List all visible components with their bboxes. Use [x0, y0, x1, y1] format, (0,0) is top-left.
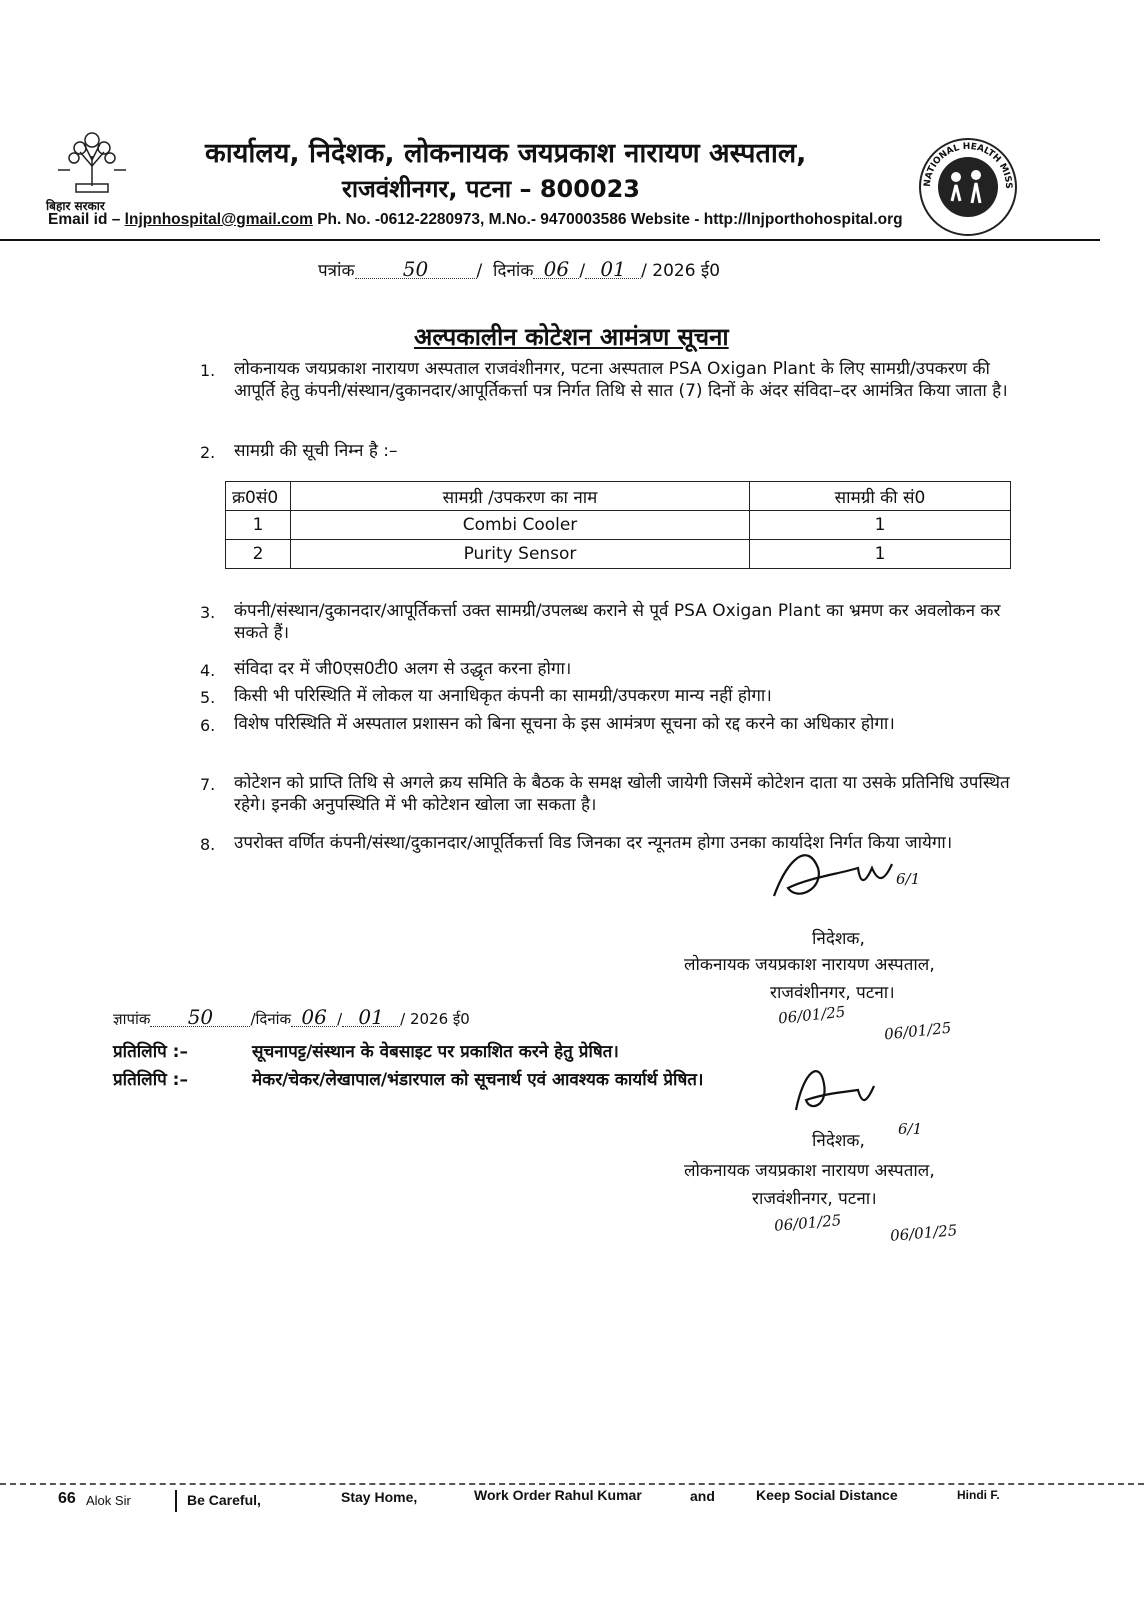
- sig2-org: लोकनायक जयप्रकाश नारायण अस्पताल,: [684, 1161, 935, 1181]
- header-sn: क्र0सं0: [226, 482, 291, 511]
- footer-item-5: Keep Social Distance: [756, 1487, 898, 1503]
- gyapank-label: ज्ञापांक: [113, 1010, 151, 1028]
- row2-qty: 1: [750, 540, 1011, 569]
- email-link[interactable]: lnjpnhospital@gmail.com: [124, 211, 313, 228]
- bodhi-tree-icon: [50, 126, 134, 198]
- footer-item-3: Work Order Rahul Kumar: [474, 1487, 642, 1503]
- signature-scribble-icon: [790, 1060, 910, 1130]
- sig1-place: राजवंशीनगर, पटना।: [770, 983, 895, 1003]
- header-divider: [0, 239, 1100, 241]
- point-3-number: 3.: [200, 603, 216, 622]
- sig1-hand-date-2: 06/01/25: [883, 1018, 953, 1044]
- row2-item: Purity Sensor: [291, 540, 750, 569]
- director-signature-1: [768, 838, 958, 918]
- point-2-text: सामग्री की सूची निम्न है :–: [234, 441, 398, 461]
- sig2-hand-date-1: 06/01/25: [773, 1211, 843, 1235]
- sig2-hand-date-2: 06/01/25: [889, 1221, 959, 1245]
- point-1-number: 1.: [200, 361, 216, 380]
- copy-text-2: मेकर/चेकर/लेखापाल/भंडारपाल को सूचनार्थ एवं आवश्यक कार्यार्थ प्रेषित।: [252, 1070, 704, 1090]
- footer-name: Alok Sir: [86, 1493, 131, 1508]
- memo-reference-line: ज्ञापांक 50 /दिनांक 06 / 01 / 2026 ई0: [113, 1005, 470, 1029]
- nhm-logo-icon: [916, 135, 1020, 239]
- email-label: Email id –: [48, 211, 125, 228]
- sig1-initial-date: 6/1: [896, 870, 921, 888]
- row1-sn: 1: [226, 511, 291, 540]
- patrank-value: 50: [355, 260, 477, 279]
- point-1-text: लोकनायक जयप्रकाश नारायण अस्पताल राजवंशीनगर, पटना अस्पताल PSA Oxigan Plant के लिए सामग्री/उपकरण की आपूर्ति हेतु कंपनी/संस्थान/दुकानदार/आपूर्तिकर्त्ता पत्र निर्गत तिथि से सात (7) दिनों के अंदर संविदा–दर आमंत्रित किया जाता है।: [234, 359, 1008, 401]
- sig2-initial-date: 6/1: [898, 1120, 923, 1138]
- row1-item: Combi Cooler: [291, 511, 750, 540]
- header-qty: सामग्री की सं0: [750, 482, 1011, 511]
- sig1-hand-date-1: 06/01/25: [777, 1002, 847, 1028]
- ref-month: 01: [585, 260, 641, 279]
- memo-year: 2026 ई0: [409, 1010, 470, 1028]
- copy-label-1: प्रतिलिपि :–: [113, 1042, 188, 1062]
- memo-month: 01: [342, 1008, 400, 1027]
- row1-qty: 1: [750, 511, 1011, 540]
- point-8-text: उपरोक्त वर्णित कंपनी/संस्था/दुकानदार/आपूर्तिकर्त्ता विड जिनका दर न्यूनतम होगा उनका कार्यादेश निर्गत किया जायेगा।: [234, 833, 953, 853]
- govt-label: बिहार सरकार: [46, 199, 105, 213]
- sig1-org: लोकनायक जयप्रकाश नारायण अस्पताल,: [684, 955, 935, 975]
- point-4-text: संविदा दर में जी0एस0टी0 अलग से उद्धृत करना होगा।: [234, 659, 572, 679]
- point-4-number: 4.: [200, 661, 216, 680]
- memo-day: 06: [291, 1008, 337, 1027]
- footer-item-6: Hindi F.: [957, 1488, 1000, 1502]
- footer-page-number: 66: [58, 1490, 76, 1507]
- gyapank-value: 50: [150, 1008, 250, 1027]
- footer-item-4: and: [690, 1488, 715, 1504]
- svg-text:NATIONAL HEALTH MISSION: NATIONAL HEALTH MISS: [922, 141, 1014, 189]
- point-2-number: 2.: [200, 443, 216, 462]
- ref-year: 2026 ई0: [652, 261, 721, 281]
- patrank-label: पत्रांक: [318, 261, 355, 281]
- items-table: [225, 481, 1011, 569]
- table-header-row: [226, 482, 1011, 511]
- signature-scribble-icon: [768, 838, 958, 918]
- table-row: [226, 511, 1011, 540]
- copy-text-1: सूचनापट्ट/संस्थान के वेबसाइट पर प्रकाशित करने हेतु प्रेषित।: [252, 1042, 619, 1062]
- point-7-number: 7.: [200, 775, 216, 794]
- point-8-number: 8.: [200, 835, 216, 854]
- office-title-line1: कार्यालय, निदेशक, लोकनायक जयप्रकाश नारायण अस्पताल,: [205, 138, 807, 169]
- reference-line: पत्रांक 50 / दिनांक 06 / 01 / 2026 ई0: [318, 257, 721, 281]
- row2-sn: 2: [226, 540, 291, 569]
- sig1-designation: निदेशक,: [812, 929, 865, 949]
- footer-divider: [0, 1483, 1144, 1485]
- director-signature-2: [790, 1060, 910, 1130]
- point-5-text: किसी भी परिस्थिति में लोकल या अनाधिकृत कंपनी का सामग्री/उपकरण मान्य नहीं होगा।: [234, 686, 772, 706]
- notice-title: अल्पकालीन कोटेशन आमंत्रण सूचना: [414, 323, 729, 351]
- point-6-number: 6.: [200, 716, 216, 735]
- sig2-place: राजवंशीनगर, पटना।: [752, 1189, 877, 1209]
- sig2-designation: निदेशक,: [812, 1131, 865, 1151]
- bihar-emblem: [50, 126, 134, 198]
- table-row: [226, 540, 1011, 569]
- dinank-label: दिनांक: [493, 261, 534, 281]
- memo-dinank-label: दिनांक: [255, 1010, 292, 1028]
- point-3-text: कंपनी/संस्थान/दुकानदार/आपूर्तिकर्त्ता उक्त सामग्री/उपलब्ध कराने से पूर्व PSA Oxigan Plant का भ्रमण कर अवलोकन कर सकते हैं।: [234, 601, 1001, 643]
- contact-details: Ph. No. -0612-2280973, M.No.- 9470003586 Website - http://lnjporthohospital.org: [312, 211, 903, 228]
- nhm-logo: [916, 135, 1020, 239]
- contact-line: [48, 211, 903, 229]
- header-item: सामग्री /उपकरण का नाम: [291, 482, 750, 511]
- footer-item-1: Be Careful,: [187, 1492, 261, 1508]
- point-6-text: विशेष परिस्थिति में अस्पताल प्रशासन को बिना सूचना के इस आमंत्रण सूचना को रद्द करने का अधिकार होगा।: [234, 714, 895, 734]
- point-5-number: 5.: [200, 688, 216, 707]
- ref-day: 06: [533, 260, 579, 279]
- footer-item-2: Stay Home,: [341, 1489, 418, 1505]
- copy-label-2: प्रतिलिपि :–: [113, 1070, 188, 1090]
- footer-separator: [175, 1490, 177, 1512]
- point-7-text: कोटेशन को प्राप्ति तिथि से अगले क्रय समिति के बैठक के समक्ष खोली जायेगी जिसमें कोटेशन दाता या उसके प्रतिनिधि उपस्थित रहेगे। इनकी अनुपस्थिति में भी कोटेशन खोला जा सकता है।: [234, 773, 1010, 815]
- office-title-line2: राजवंशीनगर, पटना – 800023: [342, 175, 641, 203]
